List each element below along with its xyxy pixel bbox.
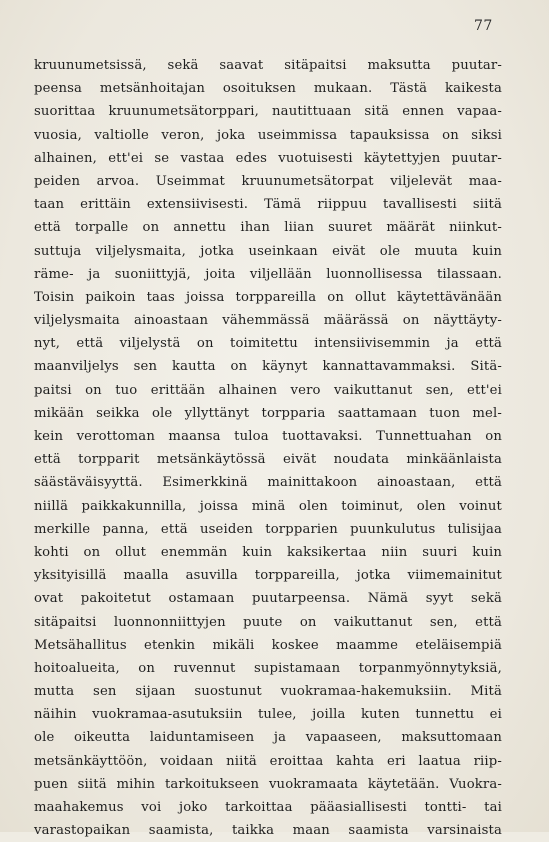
text-line: kruunumetsissä, sekä saavat sitäpaitsi maksutta puutar- <box>34 58 502 73</box>
text-line: mikään seikka ole yllyttänyt torpparia saattamaan tuon mel- <box>34 405 502 421</box>
text-line: ole oikeutta laiduntamiseen ja vapaaseen, maksuttomaan <box>34 730 502 746</box>
text-line: hoitoalueita, on ruvennut supistamaan torpanmyönnytyksiä, <box>34 660 502 676</box>
text-line: suttuja viljelysmaita, jotka useinkaan eivät ole muuta kuin <box>34 243 502 259</box>
text-line: peiden arvoa. Useimmat kruunumetsätorpat viljelevät maa- <box>34 173 502 189</box>
text-line: niillä paikkakunnilla, joissa minä olen toiminut, olen voinut <box>34 498 502 514</box>
text-line: Toisin paikoin taas joissa torppareilla on ollut käytettävänään <box>34 289 502 305</box>
page-number: 77 <box>474 18 493 34</box>
text-line: yksityisillä maalla asuvilla torppareilla, jotka viimemainitut <box>34 568 502 584</box>
text-line: maahakemus voi joko tarkoittaa pääasiallisesti tontti- tai <box>34 800 502 815</box>
text-line: että torpparit metsänkäytössä eivät noudata minkäänlaista <box>34 452 502 468</box>
text-line: peensa metsänhoitajan osoituksen mukaan. Tästä kaikesta <box>34 81 502 97</box>
text-line: paitsi on tuo erittään alhainen vero vaikuttanut sen, ett'ei <box>34 382 502 398</box>
body-text <box>34 54 502 842</box>
text-line: suorittaa kruunumetsätorppari, nautittuaan sitä ennen vapaa- <box>34 104 502 120</box>
text-line: alhainen, ett'ei se vastaa edes vuotuisesti käytettyjen puutar- <box>34 150 502 166</box>
text-line: räme- ja suoniittyjä, joita viljellään luonnollisessa tilassaan. <box>34 266 502 282</box>
text-line: merkille panna, että useiden torpparien puunkulutus tulisijaa <box>34 521 502 537</box>
text-line: puen siitä mihin tarkoitukseen vuokramaata käytetään. Vuokra- <box>34 776 502 792</box>
text-line: kohti on ollut enemmän kuin kaksikertaa niin suuri kuin <box>34 544 502 560</box>
text-line: viljelysmaita ainoastaan vähemmässä määrässä on näyttäyty- <box>34 313 502 329</box>
text-line: näihin vuokramaa-asutuksiin tulee, joilla kuten tunnettu ei <box>34 707 502 723</box>
text-line: maanviljelys sen kautta on käynyt kannattavammaksi. Sitä- <box>34 359 502 375</box>
text-line: vuosia, valtiolle veron, joka useimmissa tapauksissa on siksi <box>34 127 502 143</box>
text-line: että torpalle on annettu ihan liian suuret määrät niinkut- <box>34 220 502 236</box>
text-line: ovat pakoitetut ostamaan puutarpeensa. Nämä syyt sekä <box>34 591 502 607</box>
text-line: varastopaikan saamista, taikka maan saamista varsinaista <box>34 823 502 839</box>
text-line: säästäväisyyttä. Esimerkkinä mainittakoon ainoastaan, että <box>34 475 502 491</box>
text-line: sitäpaitsi luonnonniittyjen puute on vaikuttanut sen, että <box>34 614 502 630</box>
text-line: mutta sen sijaan suostunut vuokramaa-hakemuksiin. Mitä <box>34 684 502 700</box>
text-line: Metsähallitus etenkin mikäli koskee maamme eteläisempiä <box>34 637 502 653</box>
text-line: kein verottoman maansa tuloa tuottavaksi. Tunnettuahan on <box>34 429 502 444</box>
text-line: taan erittäin extensiivisesti. Tämä riippuu tavallisesti siitä <box>34 197 502 213</box>
text-line: metsänkäyttöön, voidaan niitä eroittaa kahta eri laatua riip- <box>34 753 502 769</box>
text-line: nyt, että viljelystä on toimitettu intensiivisemmin ja että <box>34 336 502 352</box>
